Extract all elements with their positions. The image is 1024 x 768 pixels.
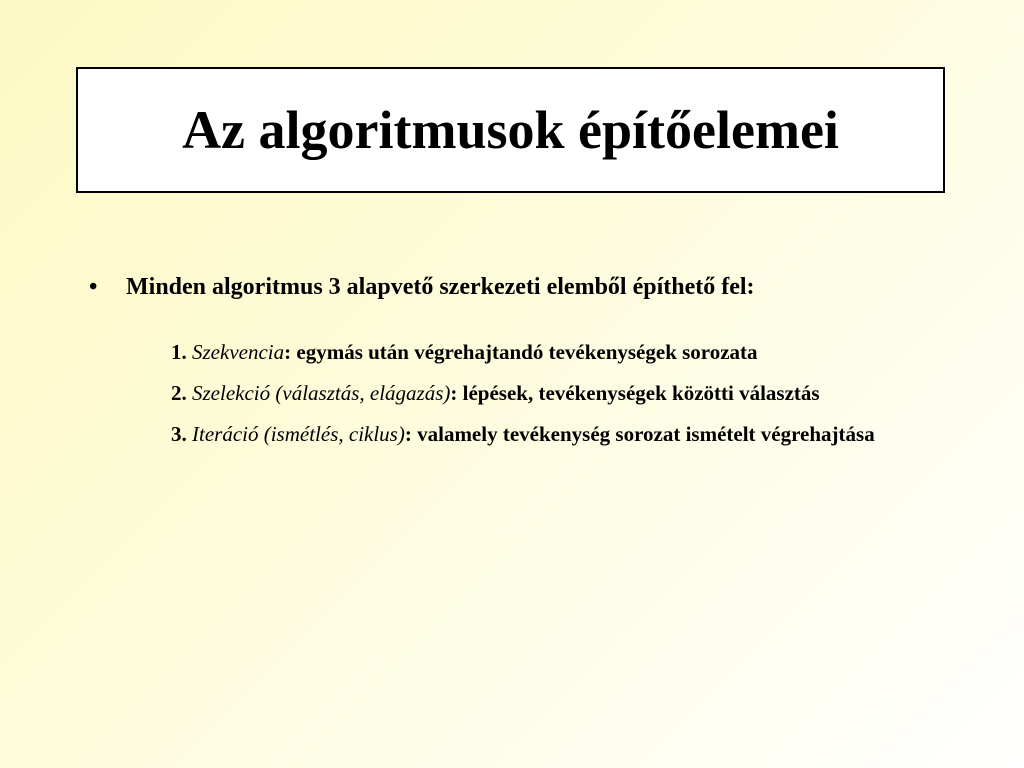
list-item-sequence	[171, 337, 911, 368]
item-separator: :	[284, 340, 292, 364]
list-item-iteration	[171, 419, 911, 450]
list-item-selection	[171, 378, 911, 409]
bullet-marker: •	[89, 274, 98, 300]
bullet-text: Minden algoritmus 3 alapvető szerkezeti elemből építhető fel:	[126, 274, 755, 300]
item-number: 3.	[171, 422, 187, 446]
structure-list	[171, 337, 911, 460]
item-description: valamely tevékenység sorozat ismételt végrehajtása	[417, 422, 875, 446]
item-description: egymás után végrehajtandó tevékenységek sorozata	[296, 340, 758, 364]
item-description: lépések, tevékenységek közötti választás	[462, 381, 820, 405]
item-separator: :	[404, 422, 412, 446]
title-box	[76, 67, 945, 193]
item-term: Iteráció (ismétlés, ciklus)	[192, 422, 405, 446]
item-separator: :	[450, 381, 458, 405]
item-term: Szekvencia	[192, 340, 285, 364]
item-number: 2.	[171, 381, 187, 405]
slide-title: Az algoritmusok építőelemei	[182, 100, 839, 160]
item-term: Szelekció (választás, elágazás)	[192, 381, 451, 405]
item-number: 1.	[171, 340, 187, 364]
main-bullet	[89, 272, 755, 302]
